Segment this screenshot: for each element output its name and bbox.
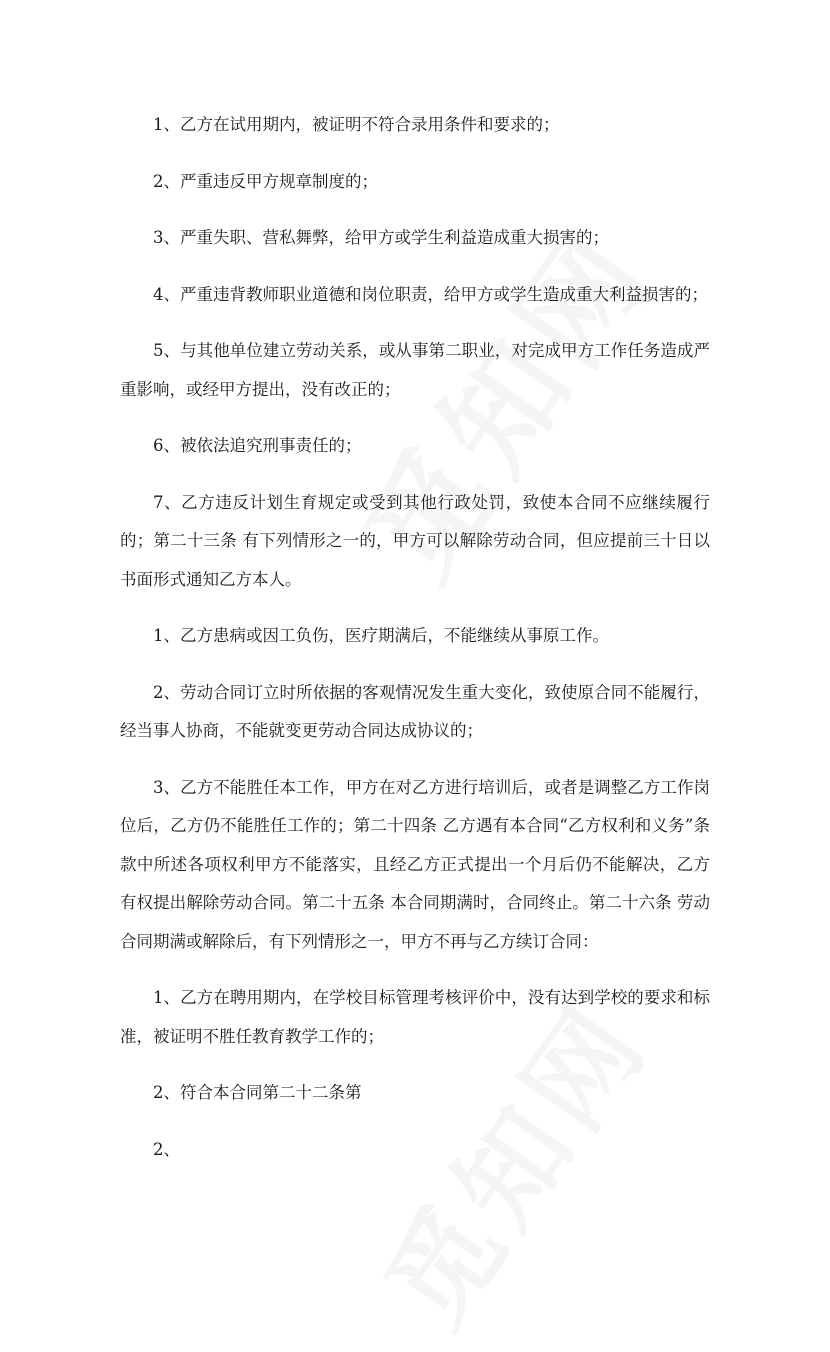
paragraph: 1、乙方在聘用期内，在学校目标管理考核评价中，没有达到学校的要求和标准，被证明不胜任教育教学工作的；	[120, 988, 710, 1046]
paragraph: 2、严重违反甲方规章制度的；	[153, 171, 378, 191]
paragraph: 1、乙方患病或因工负伤，医疗期满后，不能继续从事原工作。	[153, 626, 609, 645]
paragraph: 5、与其他单位建立劳动关系，或从事第二职业，对完成甲方工作任务造成严重影响，或经甲方提出，没有改正的；	[120, 341, 710, 399]
paragraph: 3、乙方不能胜任本工作，甲方在对乙方进行培训后，或者是调整乙方工作岗位后，乙方仍不能胜任工作的；第二十四条 乙方遇有本合同“乙方权利和义务”条款中所述各项权利甲方不能落实，且经乙方正式提出一个月后仍不能解决，乙方有权提出解除劳动合同。第二十五条 本合同期满时，合同终止。第二十六条 劳动合同期满或解除后，有下列情形之一，甲方不再与乙方续订合同：	[120, 777, 710, 951]
paragraph: 7、乙方违反计划生育规定或受到其他行政处罚，致使本合同不应继续履行的；第二十三条 有下列情形之一的，甲方可以解除劳动合同，但应提前三十日以书面形式通知乙方本人。	[120, 492, 710, 589]
paragraph: 4、严重违背教师职业道德和岗位职责，给甲方或学生造成重大利益损害的；	[153, 284, 708, 304]
paragraph: 2、	[153, 1139, 180, 1159]
paragraph: 6、被依法追究刑事责任的；	[153, 436, 362, 455]
paragraph: 2、劳动合同订立时所依据的客观情况发生重大变化，致使原合同不能履行，经当事人协商，不能就变更劳动合同达成协议的；	[120, 682, 710, 740]
paragraph: 3、严重失职、营私舞弊，给甲方或学生利益造成重大损害的；	[153, 228, 609, 247]
document-body	[120, 106, 710, 1187]
paragraph: 2、符合本合同第二十二条第	[153, 1083, 362, 1102]
paragraph: 1、乙方在试用期内，被证明不符合录用条件和要求的；	[153, 115, 560, 134]
